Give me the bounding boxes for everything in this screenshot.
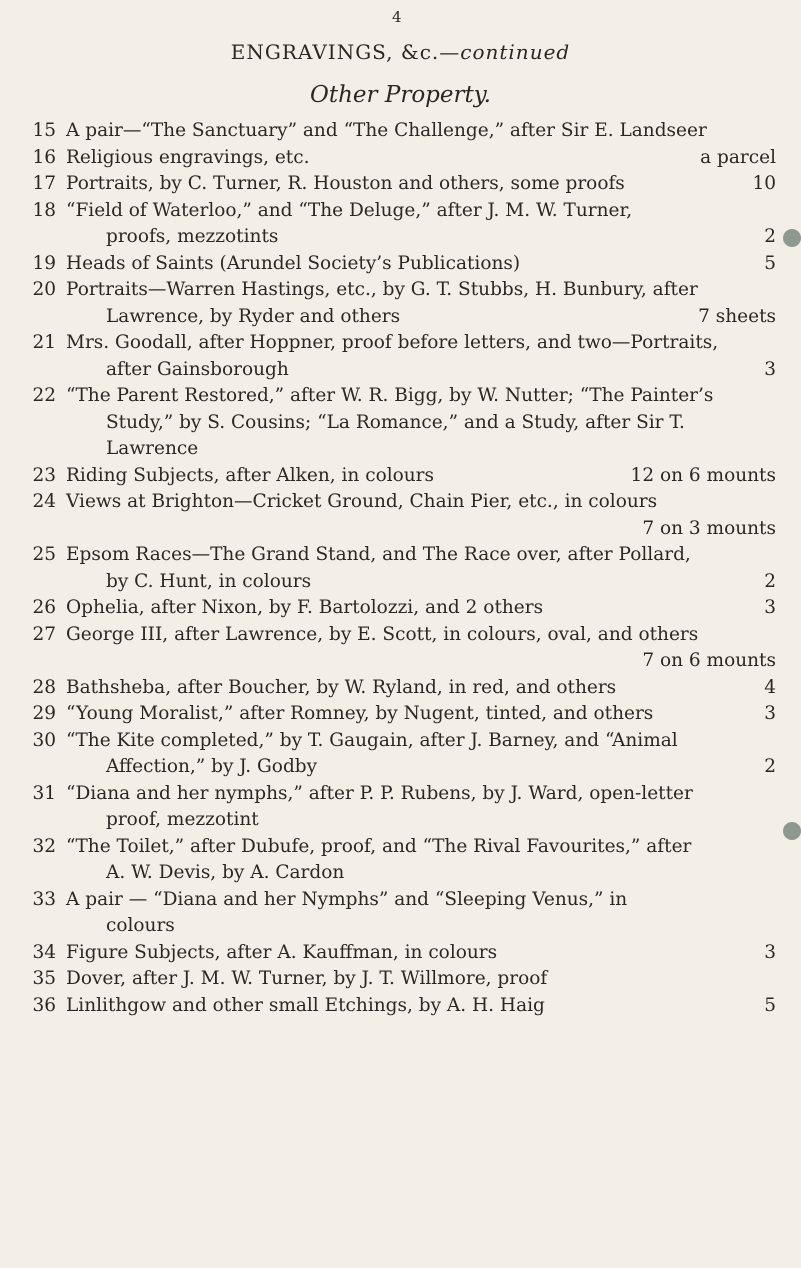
lot-description bbox=[66, 277, 776, 330]
lot-text: George III, after Lawrence, by E. Scott, in colours, oval, and others bbox=[66, 623, 699, 645]
lot-quantity: 7 sheets bbox=[698, 305, 776, 327]
lot-line bbox=[66, 516, 776, 543]
lot-entry bbox=[0, 834, 801, 887]
lot-number: 15 bbox=[32, 120, 56, 141]
lot-quantity: a parcel bbox=[700, 146, 776, 168]
lot-quantity bbox=[764, 807, 776, 834]
lot-line bbox=[66, 648, 776, 675]
lot-line bbox=[66, 675, 776, 702]
header-continued: continued bbox=[460, 40, 571, 64]
lot-text: Figure Subjects, after A. Kauffman, in colours bbox=[66, 941, 498, 963]
foxing-spot bbox=[783, 229, 801, 247]
lot-entry bbox=[0, 940, 801, 967]
subheading: Other Property. bbox=[310, 82, 491, 108]
lot-entry bbox=[0, 622, 801, 675]
lot-number: 22 bbox=[32, 385, 56, 406]
lot-line bbox=[66, 754, 776, 781]
lot-text: “Young Moralist,” after Romney, by Nugent, tinted, and others bbox=[66, 703, 654, 724]
lot-number: 21 bbox=[32, 332, 56, 353]
lot-text: Bathsheba, after Boucher, by W. Ryland, in red, and others bbox=[66, 676, 617, 698]
lot-text: “Field of Waterloo,” and “The Deluge,” after J. M. W. Turner, bbox=[66, 199, 633, 221]
lot-description bbox=[66, 993, 776, 1020]
lot-text: A pair—“The Sanctuary” and “The Challenge,” after Sir E. Landseer bbox=[66, 120, 707, 141]
lot-line bbox=[66, 542, 776, 569]
lot-quantity: 2 bbox=[764, 756, 776, 777]
lot-number: 29 bbox=[32, 703, 56, 724]
lot-line bbox=[66, 781, 776, 808]
lot-text: Study,” by S. Cousins; “La Romance,” and a Study, after Sir T. bbox=[106, 411, 685, 433]
lot-entry bbox=[0, 781, 801, 834]
lot-quantity: 2 bbox=[764, 226, 776, 247]
lot-text: Views at Brighton—Cricket Ground, Chain Pier, etc., in colours bbox=[66, 491, 658, 512]
lot-line bbox=[66, 463, 776, 490]
lot-description bbox=[66, 118, 776, 145]
lot-entry bbox=[0, 701, 801, 728]
lot-line bbox=[66, 940, 776, 967]
section-header bbox=[0, 40, 801, 64]
lot-text: proofs, mezzotints bbox=[106, 226, 279, 247]
lot-line bbox=[66, 410, 776, 437]
lot-line bbox=[66, 860, 776, 887]
lot-description bbox=[66, 728, 776, 781]
lot-entry bbox=[0, 675, 801, 702]
lot-text: Dover, after J. M. W. Turner, by J. T. Willmore, proof bbox=[66, 968, 548, 989]
lot-number: 27 bbox=[32, 623, 56, 645]
lot-text: “The Kite completed,” by T. Gaugain, after J. Barney, and “Animal bbox=[66, 729, 678, 751]
lot-line bbox=[66, 569, 776, 596]
lot-line bbox=[66, 834, 776, 861]
lot-line bbox=[66, 436, 776, 463]
lot-quantity bbox=[764, 542, 776, 569]
lot-text: “The Parent Restored,” after W. R. Bigg, by W. Nutter; “The Painter’s bbox=[66, 385, 714, 406]
lot-number: 20 bbox=[32, 279, 56, 300]
lot-quantity bbox=[764, 860, 776, 887]
lot-line bbox=[66, 383, 776, 410]
lot-quantity bbox=[764, 410, 776, 437]
lot-description bbox=[66, 887, 776, 940]
lot-number: 32 bbox=[32, 835, 56, 857]
lot-quantity: 3 bbox=[764, 597, 776, 618]
lot-number: 16 bbox=[32, 146, 56, 168]
lot-quantity bbox=[764, 622, 776, 649]
lot-description bbox=[66, 701, 776, 728]
lot-text: “Diana and her nymphs,” after P. P. Rubens, by J. Ward, open-letter bbox=[66, 782, 693, 804]
lot-text: Ophelia, after Nixon, by F. Bartolozzi, and 2 others bbox=[66, 597, 544, 618]
lot-entry bbox=[0, 728, 801, 781]
lot-text: Religious engravings, etc. bbox=[66, 146, 310, 168]
lot-entry bbox=[0, 993, 801, 1020]
lot-description bbox=[66, 383, 776, 463]
lot-quantity bbox=[764, 330, 776, 357]
lot-description bbox=[66, 595, 776, 622]
lot-number: 17 bbox=[32, 173, 56, 194]
lot-entry bbox=[0, 489, 801, 542]
lot-number: 25 bbox=[32, 544, 56, 565]
lot-number: 30 bbox=[32, 729, 56, 751]
lot-description bbox=[66, 251, 776, 278]
lot-text: Linlithgow and other small Etchings, by A. H. Haig bbox=[66, 994, 545, 1016]
lot-description bbox=[66, 622, 776, 675]
lot-text: A pair — “Diana and her Nymphs” and “Sleeping Venus,” in bbox=[66, 888, 628, 910]
lot-text: “The Toilet,” after Dubufe, proof, and “The Rival Favourites,” after bbox=[66, 835, 692, 857]
lot-line bbox=[66, 595, 776, 622]
lot-text: Portraits—Warren Hastings, etc., by G. T. Stubbs, H. Bunbury, after bbox=[66, 279, 698, 300]
lot-description bbox=[66, 145, 776, 172]
lot-quantity: 2 bbox=[764, 570, 776, 592]
lot-line bbox=[66, 118, 776, 145]
lot-description bbox=[66, 940, 776, 967]
lot-line bbox=[66, 251, 776, 278]
lot-number: 18 bbox=[32, 199, 56, 221]
lot-entry bbox=[0, 251, 801, 278]
lot-quantity: 5 bbox=[764, 252, 776, 274]
lot-number: 19 bbox=[32, 252, 56, 274]
lot-line bbox=[66, 330, 776, 357]
lot-entry bbox=[0, 198, 801, 251]
lot-quantity: 10 bbox=[752, 173, 776, 194]
lot-number: 26 bbox=[32, 597, 56, 618]
lot-quantity bbox=[764, 966, 776, 993]
lot-entry bbox=[0, 277, 801, 330]
lot-line bbox=[66, 807, 776, 834]
lot-line bbox=[66, 887, 776, 914]
lot-entry bbox=[0, 463, 801, 490]
lot-number: 34 bbox=[32, 941, 56, 963]
lot-quantity: 3 bbox=[764, 703, 776, 724]
lot-description bbox=[66, 966, 776, 993]
lot-text: Riding Subjects, after Alken, in colours bbox=[66, 464, 435, 486]
lot-line bbox=[66, 966, 776, 993]
lot-quantity bbox=[764, 277, 776, 304]
header-title: ENGRAVINGS, &c.— bbox=[230, 40, 461, 64]
lot-number: 28 bbox=[32, 676, 56, 698]
lot-description bbox=[66, 463, 776, 490]
lot-description bbox=[66, 542, 776, 595]
lot-number: 31 bbox=[32, 782, 56, 804]
lot-line bbox=[66, 198, 776, 225]
lot-entry bbox=[0, 330, 801, 383]
lot-quantity: 7 on 3 mounts bbox=[642, 517, 776, 539]
lot-text: A. W. Devis, by A. Cardon bbox=[106, 862, 345, 883]
lot-quantity bbox=[764, 118, 776, 145]
lot-text: Portraits, by C. Turner, R. Houston and others, some proofs bbox=[66, 173, 625, 194]
lot-text: colours bbox=[106, 915, 175, 936]
lot-text: Lawrence, by Ryder and others bbox=[106, 305, 401, 327]
lot-line bbox=[66, 728, 776, 755]
lot-entry bbox=[0, 966, 801, 993]
lot-text: proof, mezzotint bbox=[106, 809, 259, 830]
lot-line bbox=[66, 304, 776, 331]
lot-entry bbox=[0, 595, 801, 622]
lot-description bbox=[66, 675, 776, 702]
lot-quantity: 12 on 6 mounts bbox=[630, 464, 776, 486]
lot-entry bbox=[0, 145, 801, 172]
lot-text: after Gainsborough bbox=[106, 358, 289, 380]
lot-text: Epsom Races—The Grand Stand, and The Race over, after Pollard, bbox=[66, 544, 691, 565]
lot-description bbox=[66, 781, 776, 834]
lot-quantity bbox=[764, 834, 776, 861]
lot-quantity: 4 bbox=[764, 676, 776, 698]
lot-entry bbox=[0, 887, 801, 940]
lot-description bbox=[66, 489, 776, 542]
lot-number: 35 bbox=[32, 968, 56, 989]
lot-line bbox=[66, 145, 776, 172]
lot-quantity: 3 bbox=[764, 358, 776, 380]
lot-text: Affection,” by J. Godby bbox=[106, 756, 318, 777]
lot-number: 24 bbox=[32, 491, 56, 512]
lot-description bbox=[66, 330, 776, 383]
lot-list bbox=[0, 118, 801, 1019]
lot-text: by C. Hunt, in colours bbox=[106, 570, 312, 592]
lot-entry bbox=[0, 171, 801, 198]
lot-quantity bbox=[764, 198, 776, 225]
lot-quantity bbox=[764, 436, 776, 463]
lot-quantity: 7 on 6 mounts bbox=[642, 650, 776, 671]
foxing-spot bbox=[783, 822, 801, 840]
lot-line bbox=[66, 622, 776, 649]
lot-line bbox=[66, 913, 776, 940]
lot-line bbox=[66, 171, 776, 198]
lot-entry bbox=[0, 542, 801, 595]
lot-line bbox=[66, 701, 776, 728]
lot-line bbox=[66, 993, 776, 1020]
lot-number: 36 bbox=[32, 994, 56, 1016]
lot-text: Mrs. Goodall, after Hoppner, proof before letters, and two—Portraits, bbox=[66, 332, 719, 353]
lot-quantity: 3 bbox=[764, 941, 776, 963]
lot-description bbox=[66, 834, 776, 887]
lot-line bbox=[66, 357, 776, 384]
lot-text: Lawrence bbox=[106, 438, 199, 459]
lot-quantity bbox=[764, 781, 776, 808]
lot-quantity bbox=[764, 728, 776, 755]
lot-line bbox=[66, 489, 776, 516]
lot-line bbox=[66, 224, 776, 251]
lot-quantity bbox=[764, 913, 776, 940]
page-number: 4 bbox=[392, 8, 402, 26]
lot-quantity: 5 bbox=[764, 994, 776, 1016]
lot-quantity bbox=[764, 489, 776, 516]
lot-quantity bbox=[764, 383, 776, 410]
lot-line bbox=[66, 277, 776, 304]
lot-entry bbox=[0, 118, 801, 145]
lot-number: 23 bbox=[32, 464, 56, 486]
lot-entry bbox=[0, 383, 801, 463]
lot-description bbox=[66, 198, 776, 251]
lot-number: 33 bbox=[32, 888, 56, 910]
lot-description bbox=[66, 171, 776, 198]
lot-text: Heads of Saints (Arundel Society’s Publications) bbox=[66, 252, 521, 274]
lot-quantity bbox=[764, 887, 776, 914]
